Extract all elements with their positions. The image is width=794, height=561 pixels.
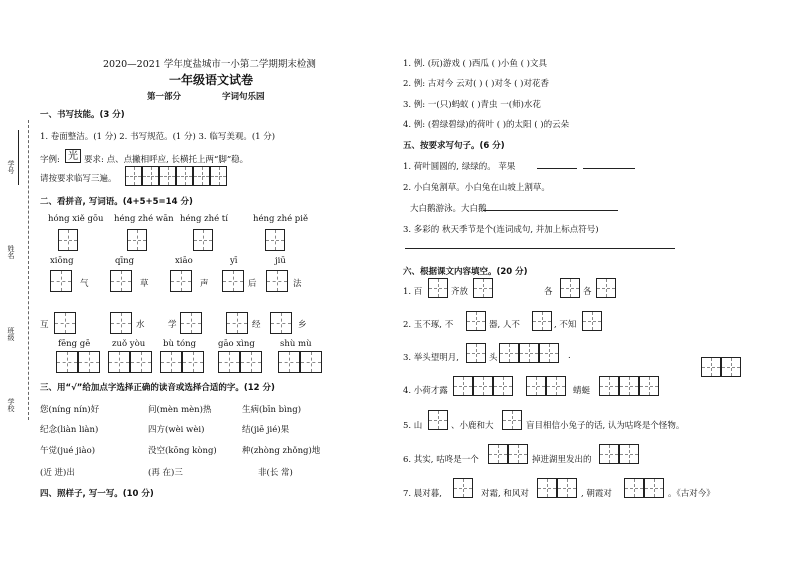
exam-subtitle: 一年级语文试卷 xyxy=(169,73,254,87)
pinyin: gāo xìng xyxy=(218,339,255,349)
fill-text: 2. 玉不琢, 不 xyxy=(403,320,454,330)
answer-box[interactable] xyxy=(265,229,285,251)
section3-heading: 三、用“√”给加点字选择正确的读音或选择合适的字。(12 分) xyxy=(40,383,275,393)
example-row-4[interactable]: 4. 例: (碧绿碧绿)的荷叶 ( )的太阳 ( )的云朵 xyxy=(403,120,570,130)
answer-box[interactable] xyxy=(222,270,244,292)
fill-text: 、小鹿和大 xyxy=(451,421,494,431)
word-char: 水 xyxy=(136,320,145,330)
choice-item[interactable]: (再 在)三 xyxy=(148,468,183,478)
answer-box[interactable] xyxy=(130,351,152,373)
pinyin: fēng gē xyxy=(58,339,91,349)
copy-cell[interactable] xyxy=(210,166,227,186)
section5-heading: 五、按要求写句子。(6 分) xyxy=(403,141,505,151)
pinyin: héng zhé tí xyxy=(180,214,228,224)
answer-box[interactable] xyxy=(108,351,130,373)
word-char: 法 xyxy=(293,279,302,289)
word-char: 气 xyxy=(80,279,89,289)
pinyin: xiāo xyxy=(175,256,193,266)
answer-box[interactable] xyxy=(624,478,644,498)
section1-items: 1. 卷面整洁。(1 分) 2. 书写规范。(1 分) 3. 临写美观。(1 分) xyxy=(40,132,276,142)
example-row-2[interactable]: 2. 例: 古对今 云对( ) ( )对冬 ( )对花香 xyxy=(403,79,549,89)
answer-box[interactable] xyxy=(278,351,300,373)
answer-grid[interactable] xyxy=(108,351,152,373)
pinyin: héng zhé piě xyxy=(253,214,308,224)
s5-item-2b: 大白鹅游泳。大白鹅 xyxy=(410,204,487,214)
fill-text: 器, 人不 xyxy=(489,320,520,330)
answer-box[interactable] xyxy=(599,376,619,396)
copy-cell[interactable] xyxy=(176,166,193,186)
s5-item-1: 1. 荷叶圆圆的, 绿绿的。 苹果 xyxy=(403,162,516,172)
answer-box[interactable] xyxy=(557,478,577,498)
answer-box[interactable] xyxy=(78,351,100,373)
section2-heading: 二、看拼音, 写词语。(4+5+5=14 分) xyxy=(40,197,193,207)
pinyin: xiōng xyxy=(50,256,74,266)
fill-text: 6. 其实, 咕咚是一个 xyxy=(403,455,479,465)
choice-item[interactable]: 您(níng nín)好 xyxy=(40,405,100,415)
answer-box[interactable] xyxy=(266,270,288,292)
s5-item-2: 2. 小白兔割草。小白兔在山坡上割草。 xyxy=(403,183,550,193)
fill-text: 掉进湖里发出的 xyxy=(532,455,592,465)
side-label-school: 学校 xyxy=(7,398,15,412)
answer-box[interactable] xyxy=(701,357,721,377)
pinyin: zuǒ yòu xyxy=(112,339,146,349)
fill-text: 头 xyxy=(489,353,498,363)
fill-text: 齐放 xyxy=(451,287,469,297)
choice-item[interactable]: 纪念(liàn liàn) xyxy=(40,425,99,435)
answer-box[interactable] xyxy=(193,229,213,251)
fill-text: 1. 百 xyxy=(403,287,423,297)
word-char: 乡 xyxy=(298,320,307,330)
example-requirement: 要求: 点、点撇相呼应, 长横托上两“脚”稳。 xyxy=(84,155,249,165)
answer-box[interactable] xyxy=(453,376,473,396)
part-name: 字词句乐园 xyxy=(222,92,265,102)
pinyin: qīng xyxy=(115,256,135,266)
fill-text: , 朝霞对 xyxy=(581,489,612,499)
answer-box[interactable] xyxy=(546,376,566,396)
word-char: 草 xyxy=(140,279,149,289)
section4-heading: 四、照样子, 写一写。(10 分) xyxy=(40,489,154,499)
answer-box[interactable] xyxy=(499,343,519,363)
answer-grid[interactable] xyxy=(56,351,100,373)
choice-item[interactable]: (近 进)出 xyxy=(40,468,75,478)
answer-box[interactable] xyxy=(270,312,292,334)
answer-box[interactable] xyxy=(240,351,262,373)
fill-text: 。《古对今》 xyxy=(668,489,715,499)
copy-cell[interactable] xyxy=(125,166,142,186)
word-char: 后 xyxy=(248,279,257,289)
answer-box[interactable] xyxy=(532,311,552,331)
choice-item[interactable]: 非(长 常) xyxy=(258,468,293,478)
answer-box[interactable] xyxy=(560,278,580,298)
answer-grid[interactable] xyxy=(526,376,566,396)
answer-box[interactable] xyxy=(160,351,182,373)
answer-grid[interactable] xyxy=(599,376,659,396)
fill-text: 7. 晨对暮, xyxy=(403,489,443,499)
answer-box[interactable] xyxy=(58,229,78,251)
answer-box[interactable] xyxy=(582,311,602,331)
example-prefix: 字例: xyxy=(40,155,60,165)
answer-box[interactable] xyxy=(619,444,639,464)
answer-grid[interactable] xyxy=(599,444,639,464)
choice-item[interactable]: 午觉(jué jiào) xyxy=(40,446,96,456)
side-label-name: 姓名 xyxy=(7,245,15,259)
answer-line[interactable] xyxy=(405,248,675,249)
answer-box[interactable] xyxy=(110,312,132,334)
answer-box[interactable] xyxy=(226,312,248,334)
answer-box[interactable] xyxy=(493,376,513,396)
answer-box[interactable] xyxy=(619,376,639,396)
answer-box[interactable] xyxy=(502,410,522,430)
example-character: 光 xyxy=(65,149,81,163)
answer-box[interactable] xyxy=(428,410,448,430)
answer-box[interactable] xyxy=(473,278,493,298)
s5-item-3: 3. 多彩的 秋天季节是个(连词成句, 并加上标点符号) xyxy=(403,225,599,235)
copy-grid[interactable] xyxy=(125,166,227,186)
fill-text: 各 xyxy=(583,287,592,297)
answer-grid[interactable] xyxy=(701,357,741,377)
binding-line xyxy=(28,120,29,420)
answer-box[interactable] xyxy=(54,312,76,334)
word-char: 经 xyxy=(252,320,261,330)
answer-box[interactable] xyxy=(526,376,546,396)
answer-box[interactable] xyxy=(539,343,559,363)
copy-cell[interactable] xyxy=(159,166,176,186)
answer-box[interactable] xyxy=(428,278,448,298)
answer-box[interactable] xyxy=(537,478,557,498)
answer-grid[interactable] xyxy=(488,444,528,464)
answer-grid[interactable] xyxy=(537,478,577,498)
word-char: 互 xyxy=(40,320,49,330)
pinyin: shù mù xyxy=(280,339,312,349)
choice-item[interactable]: 问(mèn mèn)热 xyxy=(148,405,212,415)
answer-box[interactable] xyxy=(127,229,147,251)
answer-box[interactable] xyxy=(473,376,493,396)
answer-line[interactable] xyxy=(483,210,618,211)
choice-item[interactable]: 没空(kōng kòng) xyxy=(148,446,217,456)
period: . xyxy=(568,351,571,361)
answer-box[interactable] xyxy=(170,270,192,292)
answer-grid[interactable] xyxy=(499,343,559,363)
answer-box[interactable] xyxy=(519,343,539,363)
answer-grid[interactable] xyxy=(278,351,322,373)
fill-text: 对霜, 和风对 xyxy=(481,489,529,499)
section1-heading: 一、书写技能。(3 分) xyxy=(40,110,125,120)
answer-box[interactable] xyxy=(488,444,508,464)
word-char: 学 xyxy=(168,320,177,330)
fill-text: 各 xyxy=(544,287,553,297)
choice-item[interactable]: 结(jiē jié)果 xyxy=(242,425,290,435)
fill-text: 3. 举头望明月, xyxy=(403,353,460,363)
copy-cell[interactable] xyxy=(142,166,159,186)
answer-box[interactable] xyxy=(180,312,202,334)
side-label-student-id: 学号 xyxy=(7,160,15,174)
choice-item[interactable]: 种(zhòng zhǒng)地 xyxy=(242,446,321,456)
copy-prompt: 请按要求临写三遍。 xyxy=(40,174,117,184)
answer-box[interactable] xyxy=(639,376,659,396)
answer-box[interactable] xyxy=(508,444,528,464)
answer-box[interactable] xyxy=(466,311,486,331)
pinyin: jiū xyxy=(275,256,286,266)
part-label: 第一部分 xyxy=(147,92,182,102)
answer-box[interactable] xyxy=(218,351,240,373)
pinyin: bù tóng xyxy=(163,339,197,349)
answer-line[interactable] xyxy=(537,168,577,169)
example-row-3[interactable]: 3. 例: 一(只)蚂蚁 ( )青虫 一(师)水花 xyxy=(403,100,541,110)
section6-heading: 六、根据课文内容填空。(20 分) xyxy=(403,267,528,277)
answer-grid[interactable] xyxy=(624,478,664,498)
choice-item[interactable]: 四方(wèi wèi) xyxy=(148,425,205,435)
fill-text: , 不知 xyxy=(554,320,577,330)
word-char: 声 xyxy=(200,279,209,289)
fill-text: 盲目相信小兔子的话, 认为咕咚是个怪物。 xyxy=(526,421,685,431)
answer-box[interactable] xyxy=(182,351,204,373)
fill-text: 蜻蜓 xyxy=(573,386,591,396)
answer-box[interactable] xyxy=(56,351,78,373)
pinyin: héng zhé wān xyxy=(114,214,174,224)
answer-box[interactable] xyxy=(453,478,473,498)
side-label-class: 班级 xyxy=(7,327,15,341)
answer-box[interactable] xyxy=(721,357,741,377)
answer-box[interactable] xyxy=(596,278,616,298)
fill-text: 5. 山 xyxy=(403,421,423,431)
pinyin: hóng xiě gōu xyxy=(48,214,104,224)
answer-line[interactable] xyxy=(583,168,635,169)
answer-box[interactable] xyxy=(300,351,322,373)
answer-box[interactable] xyxy=(50,270,72,292)
pinyin: yī xyxy=(230,256,238,266)
answer-box[interactable] xyxy=(599,444,619,464)
fill-text: 4. 小荷才露 xyxy=(403,386,448,396)
choice-item[interactable]: 生病(bīn bìng) xyxy=(242,405,302,415)
answer-grid[interactable] xyxy=(160,351,204,373)
exam-title: 2020—2021 学年度盐城市一小第二学期期末检测 xyxy=(103,59,316,70)
example-row-1[interactable]: 1. 例. (玩)游戏 ( )西瓜 ( )小鱼 ( )文具 xyxy=(403,59,547,69)
answer-box[interactable] xyxy=(110,270,132,292)
side-line-1[interactable] xyxy=(18,130,20,185)
answer-grid[interactable] xyxy=(218,351,262,373)
copy-cell[interactable] xyxy=(193,166,210,186)
answer-box[interactable] xyxy=(644,478,664,498)
answer-box[interactable] xyxy=(466,343,486,363)
answer-grid[interactable] xyxy=(453,376,513,396)
